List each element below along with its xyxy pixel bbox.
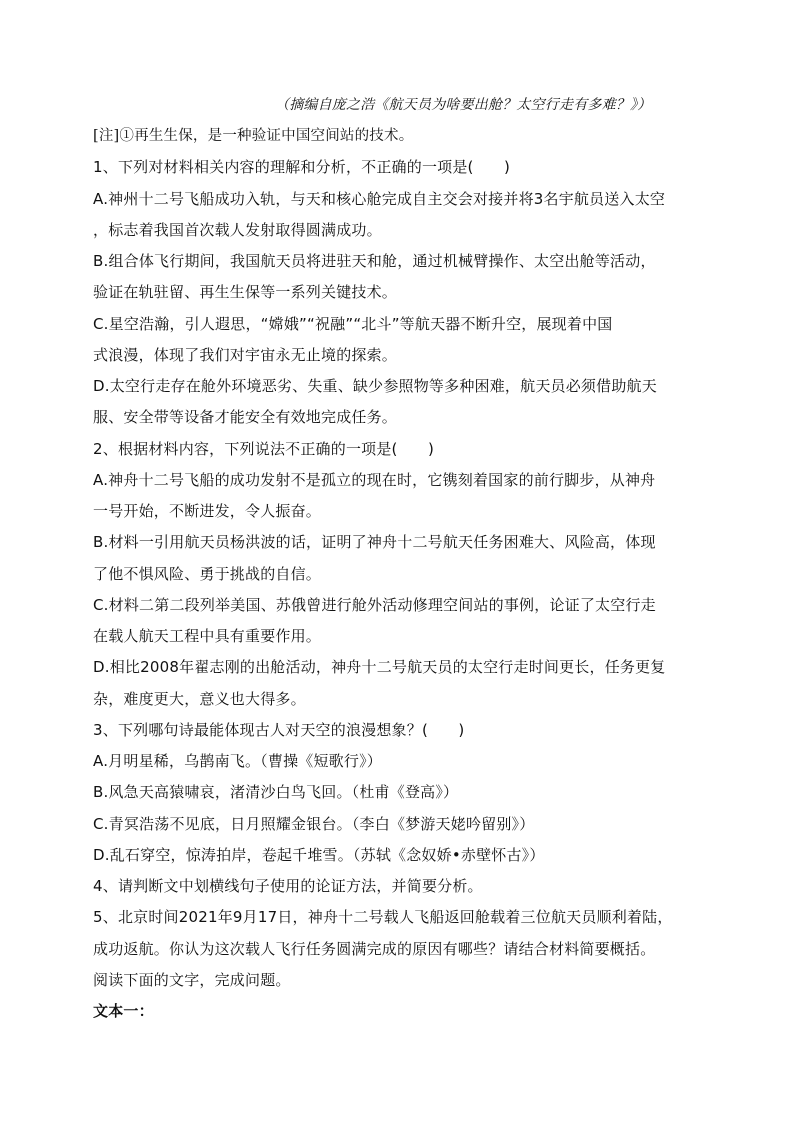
question-5-stem: 5、北京时间2021年9月17日，神舟十二号载人飞船返回舱载着三位航天员顺利着陆，	[93, 908, 673, 926]
question-1-option-b-line-1: B.组合体飞行期间，我国航天员将进驻天和舱，通过机械臂操作、太空出舱等活动，	[93, 252, 656, 270]
question-1-option-c-line-2: 式浪漫，体现了我们对宇宙永无止境的探索。	[93, 346, 398, 364]
source-citation: （摘编自庞之浩《航天员为啥要出舱？太空行走有多难？》）	[275, 97, 652, 113]
question-4-stem: 4、请判断文中划横线句子使用的论证方法，并简要分析。	[93, 877, 483, 895]
question-2-option-b-line-1: B.材料一引用航天员杨洪波的话，证明了神舟十二号航天任务困难大、风险高，体现	[93, 533, 656, 551]
question-2-option-d-line-1: D.相比2008年翟志刚的出舱活动，神舟十二号航天员的太空行走时间更长，任务更复	[93, 658, 666, 676]
question-1-option-d-line-1: D.太空行走存在舱外环境恶劣、失重、缺少参照物等多种困难，航天员必须借助航天	[93, 377, 657, 395]
question-1-option-a-line-2: ，标志着我国首次载人发射取得圆满成功。	[93, 221, 382, 239]
text-one-label: 文本一：	[93, 1002, 154, 1020]
question-2-stem: 2、根据材料内容，下列说法不正确的一项是( )	[93, 440, 435, 458]
question-1-option-d-line-2: 服、安全带等设备才能安全有效地完成任务。	[93, 408, 398, 426]
question-3-option-b: B.风急天高猿啸哀，渚清沙白鸟飞回。（杜甫《登高》）	[93, 783, 459, 801]
question-1-option-b-line-2: 验证在轨驻留、再生生保等一系列关键技术。	[93, 283, 398, 301]
reading-instruction: 阅读下面的文字，完成问题。	[93, 971, 291, 989]
question-3-stem: 3、下列哪句诗最能体现古人对天空的浪漫想象？( )	[93, 721, 465, 739]
question-1-option-c-line-1: C.星空浩瀚，引人遐思，“嫦娥”“祝融”“北斗”等航天器不断升空，展现着中国	[93, 315, 613, 333]
question-1-stem: 1、下列对材料相关内容的理解和分析，不正确的一项是( )	[93, 158, 511, 176]
footnote: [注]①再生生保，是一种验证中国空间站的技术。	[93, 128, 414, 144]
question-2-option-d-line-2: 杂，难度更大，意义也大得多。	[93, 690, 306, 708]
question-2-option-c-line-2: 在载人航天工程中具有重要作用。	[93, 627, 322, 645]
question-2-option-a-line-2: 一号开始，不断进发，令人振奋。	[93, 502, 322, 520]
question-1-option-a-line-1: A.神州十二号飞船成功入轨，与天和核心舱完成自主交会对接并将3名宇航员送入太空	[93, 190, 666, 208]
question-2-option-c-line-1: C.材料二第二段列举美国、苏俄曾进行舱外活动修理空间站的事例，论证了太空行走	[93, 596, 656, 614]
question-3-option-a: A.月明星稀，乌鹊南飞。（曹操《短歌行》）	[93, 752, 382, 770]
question-5-stem-continued: 成功返航。你认为这次载人飞行任务圆满完成的原因有哪些？请结合材料简要概括。	[93, 940, 656, 958]
question-2-option-b-line-2: 了他不惧风险、勇于挑战的自信。	[93, 565, 322, 583]
question-3-option-c: C.青冥浩荡不见底，日月照耀金银台。（李白《梦游天姥吟留别》）	[93, 815, 535, 833]
question-3-option-d: D.乱石穿空，惊涛拍岸，卷起千堆雪。（苏轼《念奴娇•赤壁怀古》）	[93, 846, 545, 864]
question-2-option-a-line-1: A.神舟十二号飞船的成功发射不是孤立的现在时，它镌刻着国家的前行脚步，从神舟	[93, 471, 656, 489]
